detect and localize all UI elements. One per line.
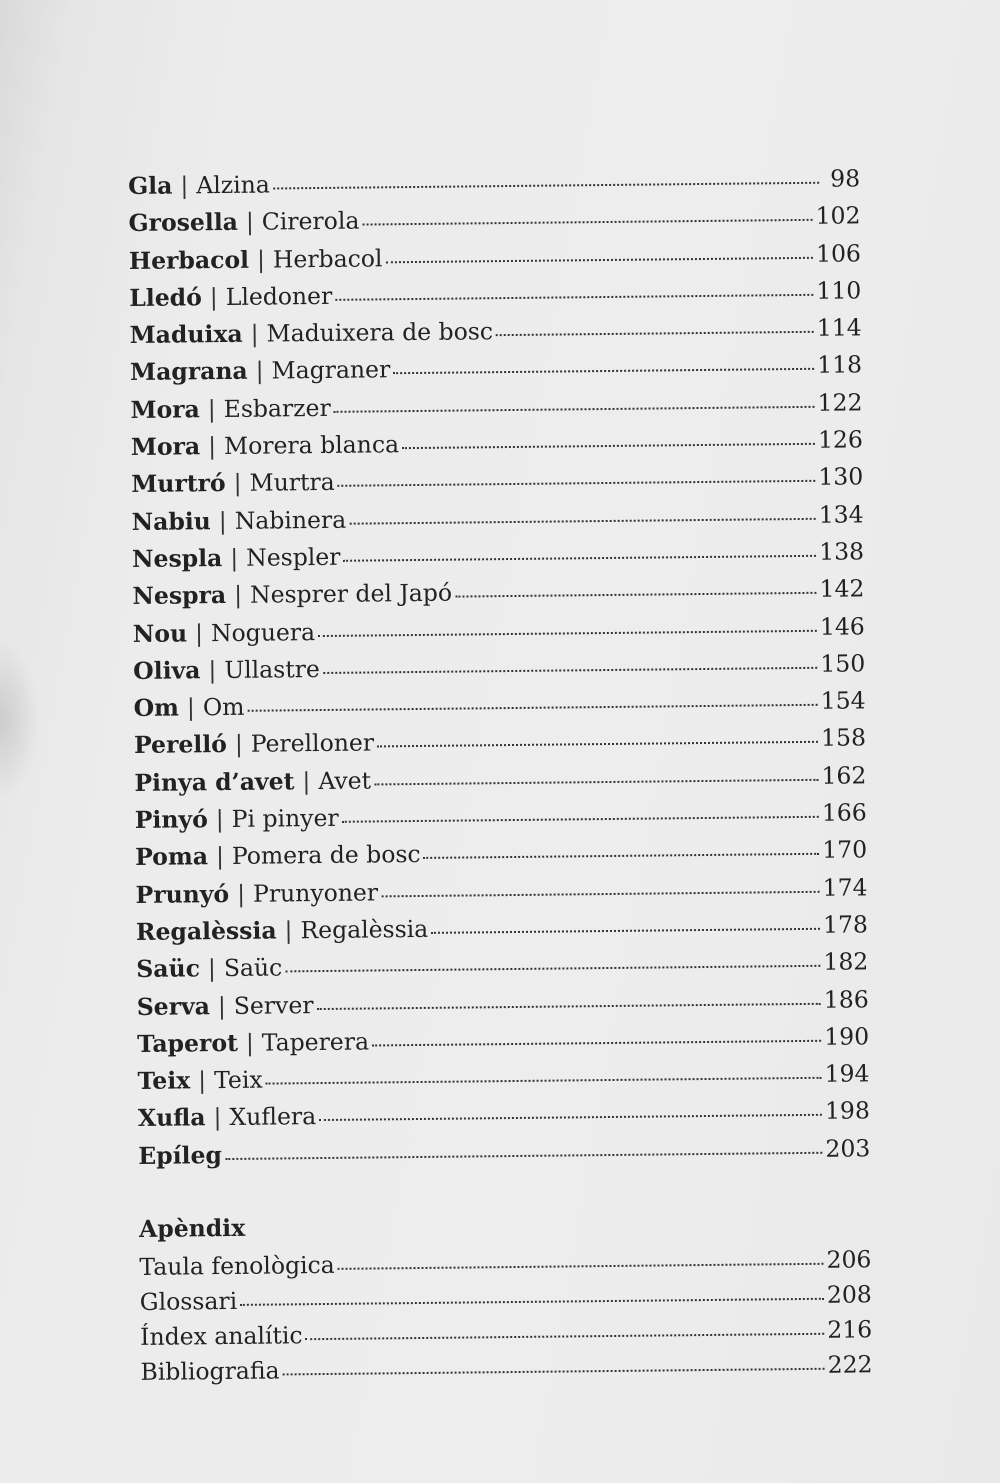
toc-entry-page-number: 130 (818, 462, 864, 492)
toc-entry-leader-dots (431, 928, 820, 934)
toc-entry-title (137, 1027, 369, 1057)
appendix-entries (139, 1245, 872, 1393)
toc-entry-title (132, 579, 452, 610)
appendix-heading-text: Apèndix (138, 1213, 246, 1243)
toc-entry-separator: | (236, 879, 246, 908)
toc-entry-title (135, 840, 421, 871)
toc-entry-fruit-name: Pinya d’avet (134, 767, 295, 797)
toc-entry-page-number: 162 (821, 761, 867, 790)
toc-entry-fruit-name: Teix (137, 1066, 191, 1096)
toc-entry-fruit-name: Herbacol (128, 245, 250, 275)
toc-entry-page-number: 118 (817, 350, 863, 380)
toc-entry-separator: | (256, 245, 266, 274)
toc-entry-leader-dots (273, 182, 819, 190)
toc-entry-separator: | (233, 581, 243, 610)
toc-entry-fruit-name: Grosella (128, 208, 239, 238)
toc-entry-title (134, 766, 371, 796)
toc-entry-plant-name: Prunyoner (252, 878, 379, 908)
toc-entry-page-number: 106 (815, 238, 862, 268)
toc-entry-fruit-name: Xufla (137, 1103, 206, 1133)
toc-entry-leader-dots (393, 368, 814, 374)
toc-entry-leader-dots (338, 480, 816, 487)
toc-entry-title (129, 282, 332, 312)
toc-entry-title (137, 1066, 262, 1095)
toc-entry-page-number: 194 (824, 1059, 870, 1088)
toc-entry-fruit-name: Serva (136, 991, 211, 1021)
toc-entry-leader-dots (381, 890, 820, 897)
toc-entry-page-number: 150 (820, 649, 866, 678)
toc-entry-separator: | (208, 432, 217, 461)
toc-entry-separator: | (218, 506, 227, 535)
toc-entry-fruit-name: Poma (135, 842, 209, 872)
toc-entry-plant-name: Magraner (271, 355, 391, 385)
toc-entry-title (133, 693, 244, 722)
toc-entry-title (134, 729, 374, 760)
toc-entry-page-number: 102 (815, 201, 861, 231)
toc-entry-page-number: 198 (824, 1096, 871, 1126)
toc-entry-fruit-name: Mora (130, 432, 201, 462)
toc-entry-page-number: 186 (823, 984, 869, 1014)
toc-entry-fruit-name: Epíleg (138, 1140, 223, 1170)
toc-entry-fruit-name: Maduixa (129, 319, 243, 350)
toc-entry-plant-name: Pi pinyer (231, 803, 339, 833)
toc-entry-leader-dots (385, 256, 813, 262)
toc-entry-fruit-name: Pinyó (134, 805, 208, 835)
toc-entry-title (129, 244, 383, 275)
appendix-entry-page-number: 216 (827, 1315, 873, 1344)
toc-entry-separator: | (230, 543, 239, 572)
appendix-entry-title: Índex analític (140, 1321, 303, 1351)
toc-entry-separator: | (217, 991, 226, 1020)
toc-entry-plant-name: Noguera (210, 617, 316, 647)
toc-entry-title (131, 430, 399, 461)
toc-entry-leader-dots (349, 517, 816, 524)
toc-entry-leader-dots (362, 219, 812, 226)
toc-entry-fruit-name: Perelló (133, 730, 228, 760)
toc-entry-fruit-name: Gla (128, 171, 173, 200)
page-shadow (0, 640, 40, 800)
toc-entry-title (132, 543, 341, 573)
toc-entry-title (131, 468, 335, 498)
toc-entry-fruit-name: Saüc (136, 954, 201, 984)
toc-entry-separator: | (198, 1066, 207, 1095)
toc-entry-separator: | (233, 469, 242, 498)
toc-entry-fruit-name: Oliva (133, 656, 201, 685)
toc-entry-separator: | (302, 766, 311, 795)
toc-entry-page-number: 122 (817, 388, 863, 417)
toc-entry-fruit-name: Magrana (129, 357, 248, 387)
toc-entry-title (138, 1141, 222, 1170)
toc-entry-page-number: 158 (820, 723, 867, 753)
toc-entry-page-number: 110 (816, 276, 862, 305)
toc-entry-page-number: 190 (824, 1022, 870, 1051)
toc-entry-separator: | (215, 842, 225, 871)
toc-entry-leader-dots (323, 667, 817, 674)
toc-entry-plant-name: Morera blanca (223, 430, 400, 461)
toc-entry-title (130, 394, 331, 424)
toc-entry-plant-name: Om (202, 692, 245, 722)
toc-entry-title (132, 505, 347, 535)
toc-entry-plant-name: Saüc (223, 953, 283, 983)
toc-entry-fruit-name: Om (133, 693, 180, 723)
toc-entry-plant-name: Cirerola (261, 206, 360, 236)
appendix-entry-page-number: 208 (826, 1280, 872, 1309)
toc-entry-title (133, 655, 320, 685)
toc-entry-fruit-name: Lledó (129, 283, 202, 312)
toc-entry-plant-name: Xuflera (229, 1102, 317, 1132)
toc-entry-title (130, 356, 390, 387)
toc-entry-page-number: 170 (822, 835, 868, 865)
toc-entry-leader-dots (455, 592, 817, 598)
toc-entry-separator: | (194, 618, 204, 647)
toc-entry-page-number: 114 (816, 313, 862, 342)
toc-entry-page-number: 166 (821, 798, 867, 827)
toc-entry-plant-name: Lledoner (225, 281, 333, 311)
toc-entry-page-number: 178 (822, 910, 869, 939)
toc-entry-page-number: 203 (825, 1134, 871, 1163)
toc-entry-separator: | (213, 1103, 222, 1132)
toc-entry-separator: | (186, 693, 196, 722)
toc-entry-leader-dots (496, 331, 814, 336)
toc-entry-separator: | (209, 282, 218, 312)
toc-entry-fruit-name: Nabiu (131, 506, 211, 536)
table-of-contents (128, 164, 873, 1393)
toc-entry-plant-name: Avet (318, 766, 372, 795)
toc-entry-plant-name: Maduixera de bosc (266, 317, 494, 348)
toc-entry-fruit-name: Taperot (136, 1028, 239, 1058)
toc-entry-fruit-name: Murtró (131, 469, 226, 499)
toc-entry-separator: | (180, 171, 189, 200)
toc-entry-title (133, 618, 316, 648)
appendix-entry-page-number: 206 (826, 1245, 872, 1274)
toc-entry-page-number: 142 (819, 574, 865, 604)
toc-entry-leader-dots (285, 965, 820, 973)
toc-entry-leader-dots (402, 443, 815, 449)
toc-entry-fruit-name: Nespla (131, 544, 223, 573)
toc-entry-plant-name: Teix (213, 1065, 263, 1095)
toc-entry-fruit-name: Nou (132, 618, 188, 648)
appendix-entry-leader-dots (338, 1263, 824, 1270)
toc-entry-plant-name: Murtra (249, 468, 335, 498)
toc-entry-leader-dots (319, 1114, 822, 1121)
appendix-entry-leader-dots (240, 1298, 824, 1306)
toc-entry-leader-dots (424, 853, 820, 859)
toc-entry-separator: | (255, 357, 264, 386)
toc-entry-title (135, 878, 378, 909)
appendix-entry-leader-dots (283, 1368, 825, 1376)
toc-entry-separator: | (208, 655, 217, 685)
toc-entry-plant-name: Ullastre (224, 654, 321, 684)
toc-entry-title (137, 991, 314, 1021)
toc-entry-separator: | (245, 207, 254, 237)
toc-entry-leader-dots (372, 1040, 821, 1047)
toc-entry-fruit-name: Prunyó (135, 879, 230, 909)
toc-entry-title (128, 171, 270, 200)
toc-entry-page-number: 138 (819, 537, 865, 566)
toc-entry-title (135, 804, 339, 834)
toc-entry-leader-dots (342, 816, 819, 823)
toc-entry-title (138, 1103, 317, 1133)
appendix-entry-title: Glossari (139, 1286, 238, 1316)
appendix-entry-title: Bibliografia (140, 1356, 280, 1386)
toc-entry-fruit-name: Regalèssia (135, 916, 277, 946)
toc-entry-fruit-name: Nespra (132, 581, 227, 611)
toc-entry-separator: | (207, 954, 217, 983)
toc-entry-title (130, 317, 494, 349)
toc-entry-plant-name: Herbacol (272, 243, 383, 274)
toc-entry-plant-name: Server (233, 990, 314, 1020)
toc-entry-leader-dots (334, 406, 815, 413)
appendix-entry (140, 1350, 872, 1393)
toc-entry-separator: | (250, 319, 259, 348)
toc-entry-leader-dots (318, 629, 817, 636)
toc-entry-page-number: 146 (819, 611, 865, 641)
toc-entry-separator: | (284, 916, 293, 945)
toc-entry-plant-name: Esbarzer (223, 393, 331, 423)
toc-entry-page-number: 134 (818, 499, 864, 529)
toc-entry-page-number: 154 (820, 686, 866, 715)
toc-entry-leader-dots (266, 1077, 822, 1085)
toc-entry-page-number: 182 (823, 947, 869, 976)
toc-entry-plant-name: Nabinera (234, 505, 347, 535)
toc-entry-leader-dots (343, 555, 816, 562)
toc-entry-plant-name: Pomera de bosc (231, 840, 421, 871)
toc-entry-separator: | (245, 1028, 254, 1057)
toc-entry-leader-dots (247, 704, 817, 712)
appendix-entry-page-number: 222 (827, 1350, 873, 1379)
appendix-entry-leader-dots (306, 1333, 825, 1340)
toc-entry-leader-dots (225, 1152, 823, 1160)
toc-entries (128, 164, 871, 1179)
toc-entry-plant-name: Nesprer del Japó (249, 578, 453, 610)
toc-entry-plant-name: Alzina (196, 170, 270, 200)
toc-entry-plant-name: Regalèssia (300, 914, 429, 945)
toc-entry-separator: | (234, 730, 243, 759)
toc-entry-leader-dots (335, 294, 813, 301)
toc-entry-title (128, 207, 359, 237)
toc-entry-separator: | (215, 805, 224, 834)
toc-entry-page-number: 174 (822, 872, 868, 902)
toc-entry (138, 1134, 870, 1179)
toc-entry-title (136, 954, 282, 984)
toc-entry-page-number: 98 (830, 164, 861, 193)
toc-entry-fruit-name: Mora (130, 395, 200, 424)
toc-entry-title (136, 915, 429, 946)
toc-entry-plant-name: Taperera (261, 1027, 370, 1057)
toc-entry-leader-dots (374, 779, 818, 786)
toc-entry-plant-name: Nespler (246, 542, 341, 572)
toc-entry-page-number: 126 (817, 425, 863, 454)
toc-entry-leader-dots (377, 741, 818, 748)
toc-entry-leader-dots (317, 1002, 821, 1009)
toc-entry-separator: | (207, 394, 216, 423)
toc-entry-plant-name: Perelloner (250, 728, 375, 759)
appendix-entry-title: Taula fenològica (139, 1250, 335, 1281)
